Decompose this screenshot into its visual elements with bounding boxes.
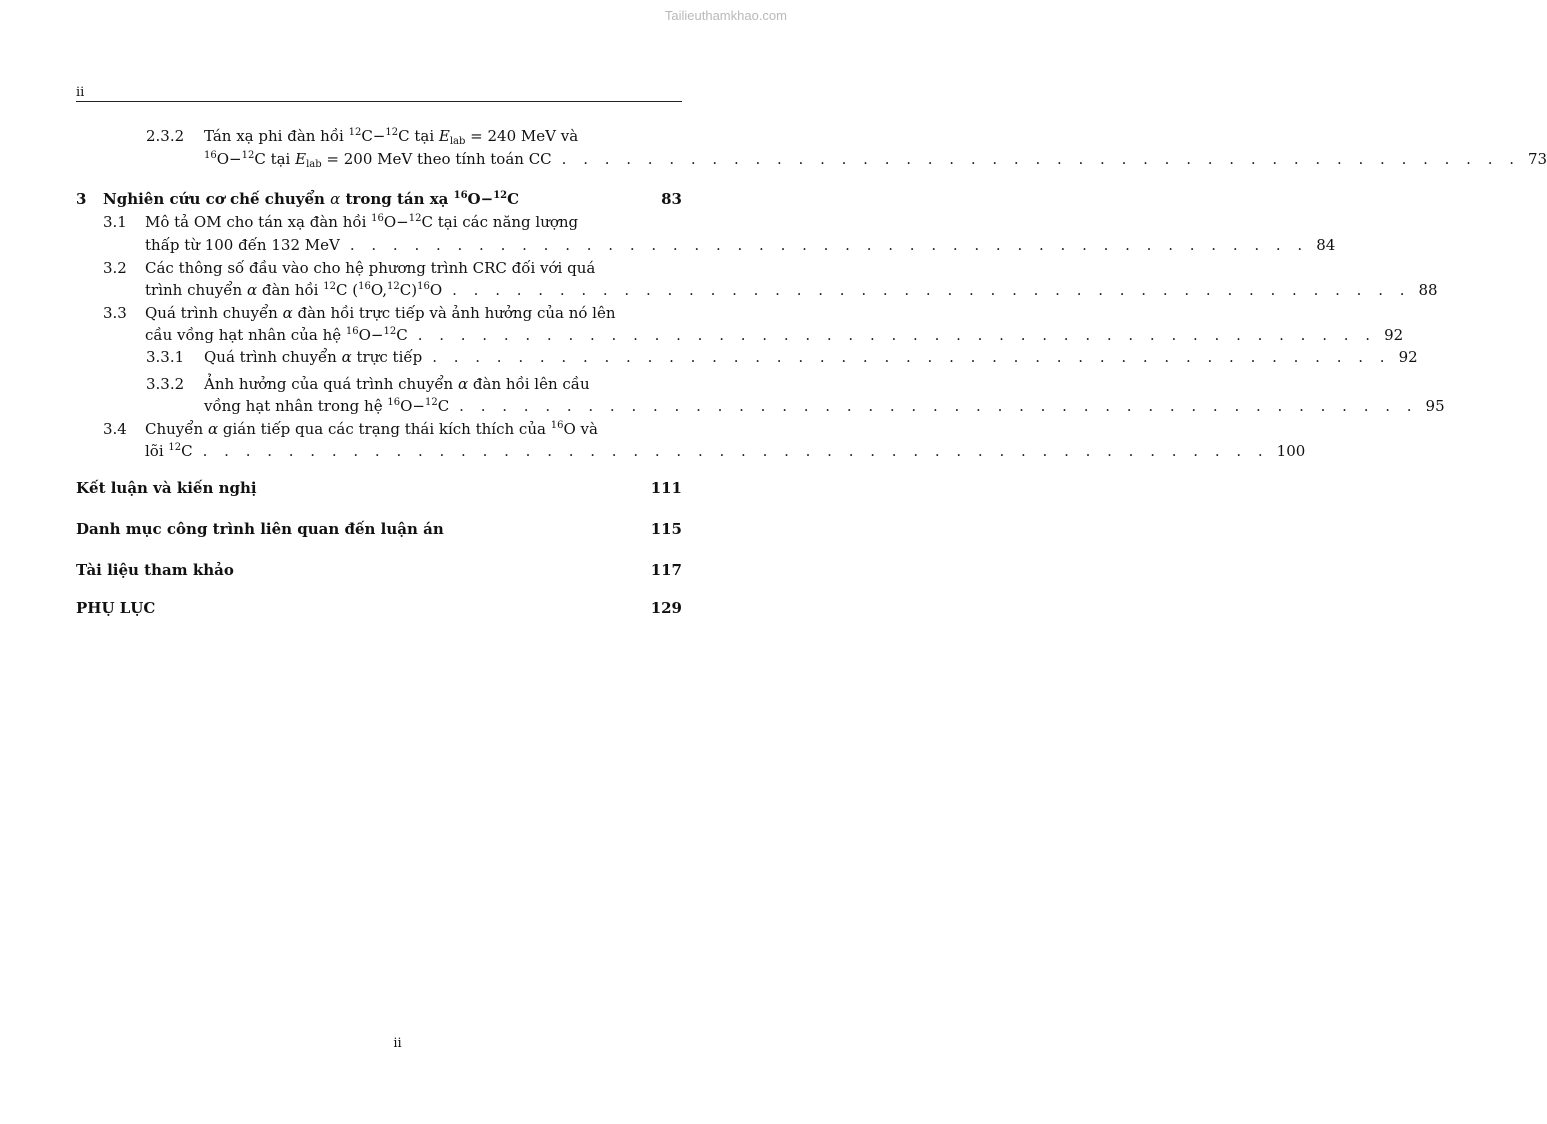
toc-page-number: 100 — [1276, 442, 1306, 460]
toc-entry-2-3-2-line-2[interactable] — [204, 149, 1547, 171]
toc-entry-text: Quá trình chuyển α trực tiếp — [204, 348, 423, 366]
toc-entry-3-3-line-1 — [103, 303, 682, 325]
toc-entry-text: Tán xạ phi đàn hồi $^{12}$C−$^{12}$C tại $E_{lab} = 240$ MeV và — [204, 127, 579, 147]
toc-entry-2-3-2-line-1 — [146, 126, 682, 148]
toc-page-number: 88 — [1418, 281, 1438, 299]
dot-leader: . . . . . . . . . . . . . . . . . . . . . . . . . . . . . . . . . . . . . . . . . . . . . — [417, 326, 1377, 344]
toc-chapter-3[interactable] — [76, 189, 682, 211]
toc-entry-text: vồng hạt nhân trong hệ $^{16}$O−$^{12}$C — [204, 397, 450, 415]
toc-number: 3.3 — [103, 304, 127, 322]
dot-leader: . . . . . . . . . . . . . . . . . . . . . . . . . . . . . . . . . . . . . . . . . . . . . — [459, 397, 1418, 415]
toc-entry-3-2-line-1 — [103, 258, 682, 280]
dot-leader: . . . . . . . . . . . . . . . . . . . . . . . . . . . . . . . . . . . . . . . . . . . . . — [452, 281, 1411, 299]
toc-entry-3-1-line-1 — [103, 212, 682, 234]
toc-entry-3-2-line-2[interactable] — [145, 280, 1438, 302]
toc-page-number: 92 — [1384, 326, 1404, 344]
toc-page-number: 129 — [650, 599, 682, 617]
toc-entry-text: lõi $^{12}$C — [145, 442, 193, 460]
toc-entry-text: Các thông số đầu vào cho hệ phương trình CRC đối với quá — [145, 259, 596, 277]
toc-chapter-title: Danh mục công trình liên quan đến luận án — [76, 520, 444, 538]
toc-conclusion[interactable] — [76, 478, 682, 500]
dot-leader: . . . . . . . . . . . . . . . . . . . . . . . . . . . . . . . . . . . . . . . . . . . . . — [349, 236, 1309, 254]
toc-entry-3-1-line-2[interactable] — [145, 235, 1336, 257]
toc-page-number: 115 — [650, 520, 682, 538]
toc-entry-3-3-2-line-2[interactable] — [204, 396, 1445, 418]
toc-entry-text: Chuyển α gián tiếp qua các trạng thái kích thích của $^{16}$O và — [145, 420, 598, 438]
toc-chapter-title: Tài liệu tham khảo — [76, 561, 234, 579]
header-rule — [76, 101, 682, 102]
toc-number: 2.3.2 — [146, 127, 185, 145]
toc-page-number: 111 — [650, 479, 682, 497]
toc-publications[interactable] — [76, 519, 682, 541]
watermark: Tailieuthamkhao.com — [664, 8, 787, 23]
toc-entry-text: $^{16}$O−$^{12}$C tại $E_{lab} = 200$ MeV theo tính toán CC — [204, 150, 552, 170]
dot-leader: . . . . . . . . . . . . . . . . . . . . . . . . . . . . . . . . . . . . . . . . . . . . . — [432, 348, 1391, 366]
toc-page-number: 95 — [1425, 397, 1445, 415]
toc-entry-3-3-1[interactable] — [146, 347, 1418, 369]
toc-page-number: 84 — [1316, 236, 1336, 254]
dot-leader: . . . . . . . . . . . . . . . . . . . . . . . . . . . . . . . . . . . . . . . . . . . . . — [561, 150, 1521, 168]
toc-entry-text: thấp từ 100 đến 132 MeV — [145, 236, 340, 254]
toc-chapter-title: Nghiên cứu cơ chế chuyển α trong tán xạ $^{16}$O−$^{12}$C — [103, 190, 520, 208]
toc-entry-3-4-line-2[interactable] — [145, 441, 1306, 463]
toc-references[interactable] — [76, 560, 682, 582]
toc-number: 3.4 — [103, 420, 127, 438]
toc-page-number: 117 — [650, 561, 682, 579]
toc-entry-text: Mô tả OM cho tán xạ đàn hồi $^{16}$O−$^{12}$C tại các năng lượng — [145, 213, 579, 231]
toc-page-number: 92 — [1398, 348, 1418, 366]
toc-chapter-title: Kết luận và kiến nghị — [76, 479, 257, 497]
toc-number: 3.2 — [103, 259, 127, 277]
toc-appendix[interactable] — [76, 598, 682, 620]
dot-leader: . . . . . . . . . . . . . . . . . . . . . . . . . . . . . . . . . . . . . . . . . . . . . . . . . . — [202, 442, 1269, 460]
footer-page-number: ii — [393, 1036, 402, 1051]
toc-number: 3.3.1 — [146, 348, 185, 366]
toc-entry-3-3-2-line-1 — [146, 374, 682, 396]
toc-page-number: 73 — [1528, 150, 1547, 168]
toc-number: 3 — [76, 190, 87, 208]
toc-chapter-title: PHỤ LỤC — [76, 599, 156, 617]
toc-entry-text: trình chuyển α đàn hồi $^{12}$C $(^{16}O,^{12}C)^{16}O$ — [145, 281, 443, 299]
running-header-page-label: ii — [76, 85, 85, 100]
toc-entry-text: cầu vồng hạt nhân của hệ $^{16}$O−$^{12}$C — [145, 326, 408, 344]
toc-entry-3-4-line-1 — [103, 419, 682, 441]
toc-page-number: 83 — [661, 190, 682, 208]
toc-entry-3-3-line-2[interactable] — [145, 325, 1404, 347]
toc-number: 3.1 — [103, 213, 127, 231]
toc-entry-text: Quá trình chuyển α đàn hồi trực tiếp và ảnh hưởng của nó lên — [145, 304, 616, 322]
toc-number: 3.3.2 — [146, 375, 185, 393]
toc-entry-text: Ảnh hưởng của quá trình chuyển α đàn hồi lên cầu — [204, 375, 590, 393]
